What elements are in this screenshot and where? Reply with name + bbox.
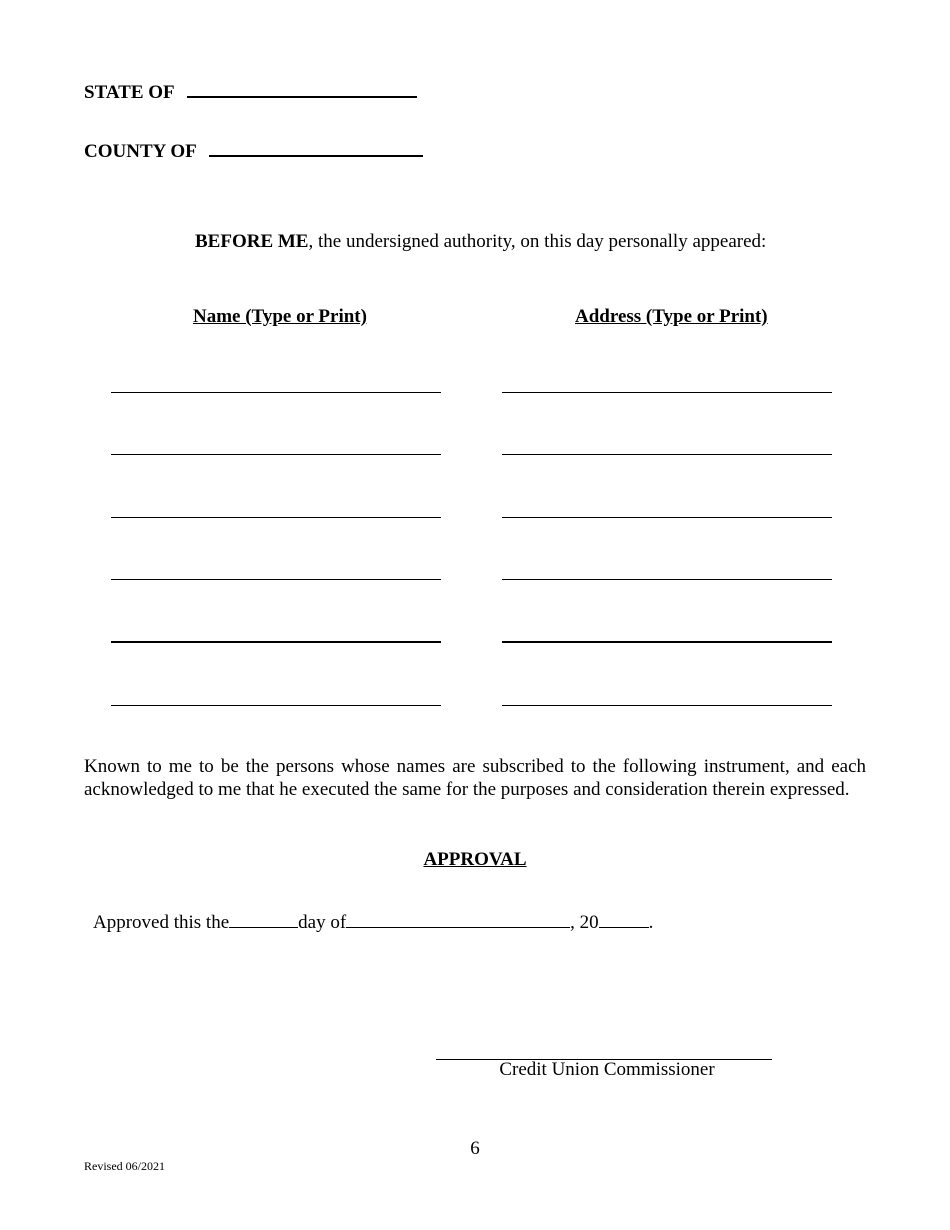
name-column-header: Name (Type or Print): [193, 306, 367, 327]
address-line-2[interactable]: [502, 454, 832, 455]
commissioner-signature-label-text: Credit Union Commissioner: [499, 1059, 715, 1080]
approved-day-of: day of: [298, 912, 347, 933]
commissioner-signature-label: [436, 1059, 778, 1081]
intro-rest: , the undersigned authority, on this day personally appeared:: [308, 231, 767, 252]
approved-line: [93, 911, 653, 934]
county-of-label: COUNTY OF: [84, 141, 197, 162]
name-line-4[interactable]: [111, 579, 441, 580]
approved-period: .: [648, 912, 654, 933]
approved-year-prefix: , 20: [570, 912, 599, 933]
name-line-6[interactable]: [111, 705, 441, 706]
address-line-6[interactable]: [502, 705, 832, 706]
acknowledgment-paragraph: Known to me to be the persons whose names are subscribed to the following instrument, and each acknowledged to me that he executed the same for the purposes and consideration therein expressed.: [84, 756, 866, 800]
approval-title: [0, 849, 950, 871]
address-line-3[interactable]: [502, 517, 832, 518]
county-of-blank[interactable]: [209, 137, 423, 157]
name-line-2[interactable]: [111, 454, 441, 455]
page-number-text: 6: [470, 1138, 480, 1159]
state-of-label: STATE OF: [84, 82, 174, 103]
approved-month-blank[interactable]: [346, 911, 570, 928]
name-line-5[interactable]: [111, 641, 441, 643]
intro-sentence: [195, 231, 766, 253]
approved-prefix: Approved this the: [93, 912, 230, 933]
address-line-5[interactable]: [502, 641, 832, 643]
name-line-1[interactable]: [111, 392, 441, 393]
name-line-3[interactable]: [111, 517, 441, 518]
revised-date: Revised 06/2021: [84, 1159, 165, 1173]
approved-year-blank[interactable]: [599, 911, 649, 928]
approved-day-blank[interactable]: [229, 911, 298, 928]
address-line-4[interactable]: [502, 579, 832, 580]
address-column-header: Address (Type or Print): [575, 306, 768, 327]
page-number: [0, 1138, 950, 1160]
intro-bold-lead: BEFORE ME: [195, 231, 309, 252]
state-of-blank[interactable]: [187, 78, 417, 98]
address-line-1[interactable]: [502, 392, 832, 393]
county-of-line: [84, 137, 423, 163]
approval-title-text: APPROVAL: [423, 849, 527, 870]
state-of-line: [84, 78, 417, 104]
